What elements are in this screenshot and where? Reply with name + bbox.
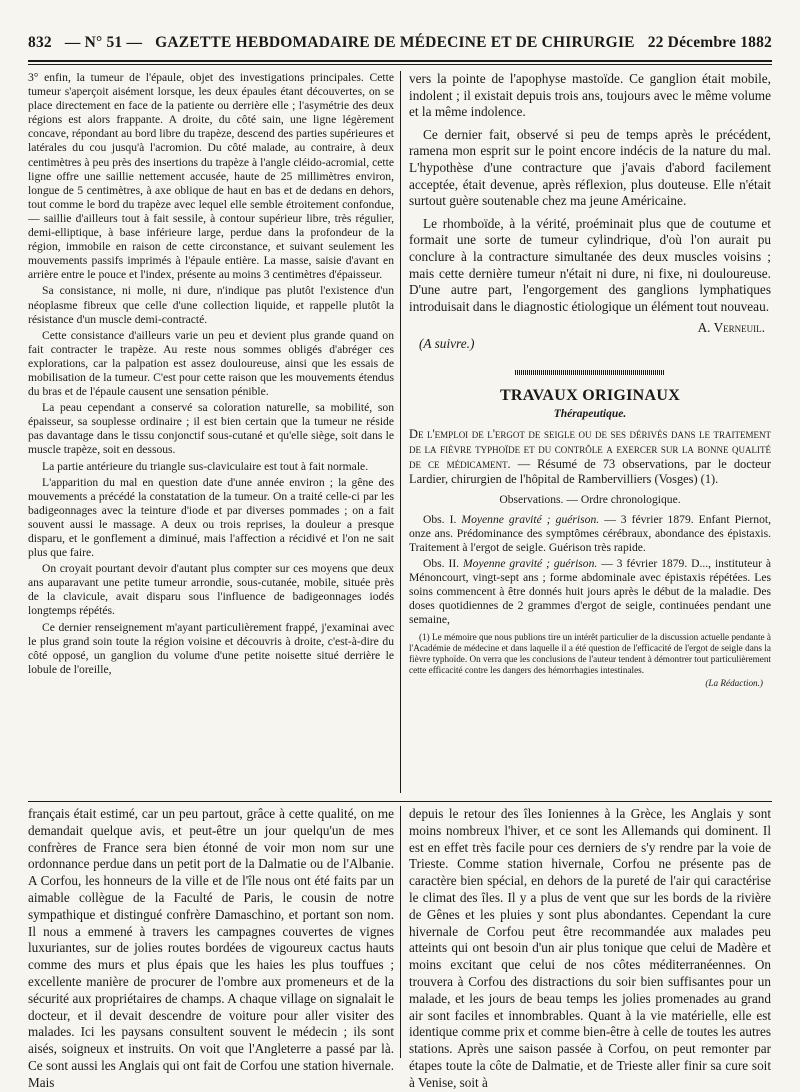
- to-be-continued: (A suivre.): [419, 336, 475, 352]
- paragraph: depuis le retour des îles Ioniennes à la Grèce, les Anglais y sont moins nombreux l'hiver, et ce sont les Allemands qui dominent. Il est en effet très facile pour ces derniers de s'y rendre par la voie de Trieste. Comme station hivernale, Corfou ne présente pas de caractère bien spécial, en dehors de la pureté de l'air qui caractérise le climat des îles. Il y a plus de vent que sur les bords de la rivière de Gênes et les pluies y sont plus abondantes. Cependant la cure hivernale de Corfou peut être recommandée aux malades peu atteints qui ont besoin d'un air plus tonique que celui de Madère et moins excitant que celui de nos côtes méditerranéennes. On trouvera à Corfou des distractions du soir bien suffisantes pour un malade, et les jours de beau temps les jolies promenades au grand air sont faciles et innombrables. Quant à la vie matérielle, elle est identique comme prix et comme bien-être à celle de toutes les autres stations. Après une saison passée à Corfou, on peut remonter par étapes toute la côte de Dalmatie, et de Trieste aller finir sa cure soit à Venise, soit à: [409, 806, 771, 1090]
- paragraph: La partie antérieure du triangle sus-claviculaire est tout à fait normale.: [42, 459, 369, 473]
- journal-title: GAZETTE HEBDOMADAIRE DE MÉDECINE ET DE CHIRURGIE: [155, 34, 635, 51]
- section-title: TRAVAUX ORIGINAUX: [499, 386, 681, 404]
- issue-date: 22 Décembre 1882: [647, 34, 772, 51]
- paragraph: La peau cependant a conservé sa coloration naturelle, sa mobilité, son épaisseur, sa souplesse ordinaire ; il est bien certain que la tumeur ne réside pas davantage dans le tissu conjonctif sous-cutané et qu'elle siège, soit dans le muscle trapèze, soit en dessous.: [28, 401, 394, 457]
- paragraph: Ce dernier fait, observé si peu de temps après le précédent, ramena mon esprit sur le point encore indécis de la nature du mal. L'hypothèse d'une contracture que j'avais d'abord facilement acceptée, était devenue, après réflexion, plus douteuse. Elle n'était surtout guère soutenable chez ma jeune Américaine.: [409, 126, 771, 209]
- observation-label: Obs. II.: [423, 557, 460, 571]
- decorative-rule: [515, 370, 665, 375]
- observation-2: [409, 557, 771, 627]
- paragraph: Cette consistance d'ailleurs varie un peu et devient plus grande quand on fait contracter le trapèze. Au reste nous sommes obligés d'abréger ces explorations, car la palpation est assez douloureuse, ainsi que les essais de mobilisation de la tumeur. C'est pour cette raison que les mouvements étendus du bras et de l'épaule causent une sensation pénible.: [28, 328, 394, 399]
- article-title: [409, 427, 771, 487]
- paragraph: Le rhomboïde, à la vérité, proéminait plus que de coutume et formait une sorte de tumeur cylindrique, d'où l'on aurait pu conclure à la contracture simultanée des deux muscles voisins ; mais cette dernière tumeur n'était ni dure, ni fixe, ni douloureuse. D'une autre part, l'engorgement des ganglions lymphatiques introduisait dans le diagnostic étiologique un élément tout nouveau.: [409, 215, 771, 314]
- paragraph: L'apparition du mal en question date d'une année environ ; la gêne des mouvements a précédé la constatation de la tumeur. On a traité celle-ci par les badigeonnages avec la teinture d'iode et par diverses pommades ; on a fait souvent aussi le massage. A deux ou trois reprises, la douleur a presque disparu, et le gonflement a diminué, mais l'affection a récidivé et l'on ne sait plus que faire.: [28, 475, 394, 560]
- paragraph: On croyait pourtant devoir d'autant plus compter sur ces moyens que deux ans auparavant une petite tumeur arrondie, sous-cutanée, mobile, située près de la clavicule, avait disparu sous l'influence de badigeonnages iodés longtemps répétés.: [28, 562, 394, 618]
- observation-status: Moyenne gravité ; guérison.: [461, 512, 600, 526]
- newspaper-page: [28, 34, 772, 1090]
- page-number: 832: [28, 34, 52, 51]
- article-continuation: [409, 71, 771, 315]
- article-title-main: De l'emploi de l'ergot de seigle ou de ses dérivés dans le traitement de la fièvre typhoïde et du contrôle a exercer sur la bonne qualité de ce médicament.: [409, 426, 771, 471]
- bottom-left-column: [28, 806, 401, 1090]
- left-column: [28, 71, 401, 793]
- paragraph: français était estimé, car un peu partout, grâce à cette qualité, on me demandait quelque avis, et peut-être un jour quelqu'un de mes confrères de France sera bien étonné de voir mon nom sur une ordonnance perdue dans un petit port de la Dalmatie ou de l'Albanie. A Corfou, les honneurs de la ville et de l'île nous ont été faits par un aimable collègue de la Faculté de Paris, le cousin de notre sympathique et distingué confrère Damaschino, et portant son nom. Il nous a emmené à travers les campagnes couvertes de vignes luxuriantes, sur de jolies routes bordées de vigoureux cactus hauts comme des murs et plus épais que les haies les plus touffues ; excellente manière de procurer de l'ombre aux promeneurs et de la sécurité aux propriétaires de champs. A chaque village on signalait le docteur, et il devait descendre de voiture pour aller visiter des malades. Ici les paysans consultent souvent le médecin ; ils sont aisés, soigneux et instruits. On voit que l'Angleterre a passé par là. Ce sont aussi les Anglais qui ont fait de Corfou une station hivernale. Mais: [28, 806, 394, 1090]
- footnote-credit: (La Rédaction.): [705, 677, 763, 688]
- upper-section: [28, 71, 772, 793]
- right-column: [401, 71, 771, 793]
- page-header: [28, 34, 772, 62]
- observations-heading: Observations. — Ordre chronologique.: [499, 492, 681, 506]
- author-signature: A. Verneuil.: [697, 320, 765, 336]
- issue-number: — N° 51 —: [64, 34, 143, 51]
- section-divider: [28, 801, 772, 802]
- paragraph: 3° enfin, la tumeur de l'épaule, objet des investigations principales. Cette tumeur s'aperçoit aisément lorsque, les deux épaules étant découvertes, on se place directement en face de la patiente ou derrière elle ; l'asymétrie des deux régions est alors frappante. A droite, du côté sain, une ligne légèrement concave, répondant au bord libre du trapèze, descend des parties supérieures et latérales du cou jusqu'à l'acromion. Du côté malade, au contraire, à deux centimètres à peu près des insertions du trapèze à l'angle cléido-acromial, cette ligne offre une saillie nettement accusée, haute de 25 millimètres environ, longue de 5 centimètres, à axe oblique de haut en bas et de dedans en dehors, tout comme le bord du trapèze avec lequel elle semble étroitement confondue, — saillie d'ailleurs tout à fait sessile, à contour supérieur libre, très régulier, demi-elliptique, à base inférieure large, perdue dans la profondeur de la région, immobile en raison de cette circonstance, et suivant seulement les mouvements passifs imprimés à l'épaule entière. La masse, saisie d'avant en arrière entre le pouce et l'index, présente au moins 3 centimètres d'épaisseur.: [28, 71, 394, 282]
- observation-text: — 3 février 1879. Enfant Piernot, onze ans. Prédominance des symptômes cérébraux, abondance des épistaxis. Traitement à l'ergot de seigle. Guérison très rapide.: [409, 512, 771, 554]
- footnote: (1) Le mémoire que nous publions tire un intérêt particulier de la discussion actuelle pendante à l'Académie de médecine et dans laquelle il a été question de l'efficacité de l'ergot de seigle dans la fièvre typhoïde. On verra que les conclusions de l'auteur tendent à démontrer tout particulièrement cette efficacité contre les dangers des hémorrhagies intestinales.: [409, 631, 771, 675]
- observation-status: Moyenne gravité ; guérison.: [462, 557, 598, 571]
- observation-label: Obs. I.: [423, 512, 457, 526]
- bottom-right-column: [401, 806, 771, 1090]
- observation-text: — 3 février 1879. D..., instituteur à Ménoncourt, vingt-sept ans ; forme abdominale avec épistaxis répétées. Les soins commencent à être donnés huit jours après le début de la maladie. Des doses quotidiennes de 2 grammes d'ergot de seigle, continuées pendant une semaine,: [409, 557, 772, 627]
- paragraph: vers la pointe de l'apophyse mastoïde. Ce ganglion était mobile, indolent ; il existait depuis trois ans, toujours avec le même volume et la même indolence.: [409, 71, 771, 120]
- paragraph: Ce dernier renseignement m'ayant particulièrement frappé, j'examinai avec le plus grand soin toute la région voisine et découvris à droite, c'est-à-dire du côté opposé, un ganglion du volume d'une petite noisette situé derrière le lobule de l'oreille,: [28, 620, 394, 676]
- paragraph: Sa consistance, ni molle, ni dure, n'indique pas plutôt l'existence d'un néoplasme fibreux que celle d'une collection liquide, et rappelle plutôt la résistance d'un muscle demi-contracté.: [28, 284, 394, 326]
- article-summary: — Résumé de 73 observations, par le docteur Lardier, chirurgien de l'hôpital de Rambervilliers (Vosges) (1).: [409, 456, 771, 486]
- feuilleton-section: [28, 806, 772, 1090]
- section-subtitle: Thérapeutique.: [553, 407, 627, 420]
- header-rule: [28, 64, 772, 65]
- observation-1: [409, 513, 771, 555]
